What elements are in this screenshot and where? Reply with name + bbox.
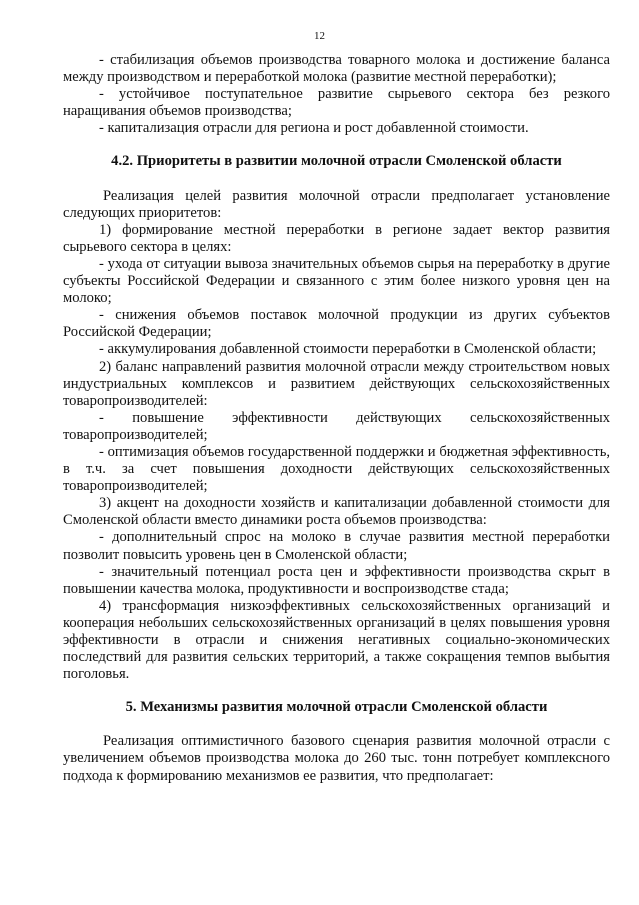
list-item: - снижения объемов поставок молочной продукции из других субъектов Российской Федерации; [63, 307, 610, 341]
page-content [63, 52, 610, 785]
list-item: - капитализация отрасли для региона и рост добавленной стоимости. [99, 120, 529, 137]
section-heading-5: 5. Механизмы развития молочной отрасли Смоленской области [125, 699, 548, 716]
list-item: - значительный потенциал роста цен и эффективности производства скрыт в повышении качества молока, продуктивности и воспроизводстве стада; [63, 563, 610, 597]
list-item: - дополнительный спрос на молоко в случае развития местной переработки позволит повысить уровень цен в Смоленской области; [63, 529, 610, 563]
list-item: - оптимизация объемов государственной поддержки и бюджетная эффективность, в т.ч. за счет повышения доходности действующих сельскохозяйственных товаропроизводителей; [63, 443, 610, 495]
list-item: 1) формирование местной переработки в регионе задает вектор развития сырьевого сектора в целях: [63, 221, 610, 255]
list-item: 2) баланс направлений развития молочной отрасли между строительством новых индустриальных комплексов и развитием действующих сельскохозяйственных товаропроизводителей: [63, 358, 610, 409]
list-item: 3) акцент на доходности хозяйств и капитализации добавленной стоимости для Смоленской области вместо динамики роста объемов производства: [63, 495, 610, 529]
paragraph: Реализация оптимистичного базового сценария развития молочной отрасли с увеличением объемов производства молока до 260 тыс. тонн потребует комплексного подхода к формированию механизмов ее развития, что предполагает: [63, 733, 610, 784]
page-number: 12 [314, 30, 325, 42]
section-heading-4-2: 4.2. Приоритеты в развитии молочной отрасли Смоленской области [111, 153, 562, 170]
list-item: 4) трансформация низкоэффективных сельскохозяйственных организаций и кооперация небольших сельскохозяйственных организаций в целях повышения уровня эффективности в отрасли и снижения негативных социально-экономических последствий для развития сельских территорий, а также сокращения темпов выбытия поголовья. [63, 597, 610, 683]
list-item: - устойчивое поступательное развитие сырьевого сектора без резкого наращивания объемов производства; [63, 86, 610, 120]
list-item: - ухода от ситуации вывоза значительных объемов сырья на переработку в другие субъекты Российской Федерации и связанного с этим более низкого уровня цен на молоко; [63, 255, 610, 307]
paragraph: Реализация целей развития молочной отрасли предполагает установление следующих приоритетов: [63, 187, 610, 221]
list-item: - стабилизация объемов производства товарного молока и достижение баланса между производством и переработкой молока (развитие местной переработки); [63, 52, 610, 86]
list-item: - повышение эффективности действующих сельскохозяйственных товаропроизводителей; [63, 409, 610, 443]
list-item: - аккумулирования добавленной стоимости переработки в Смоленской области; [99, 341, 597, 358]
